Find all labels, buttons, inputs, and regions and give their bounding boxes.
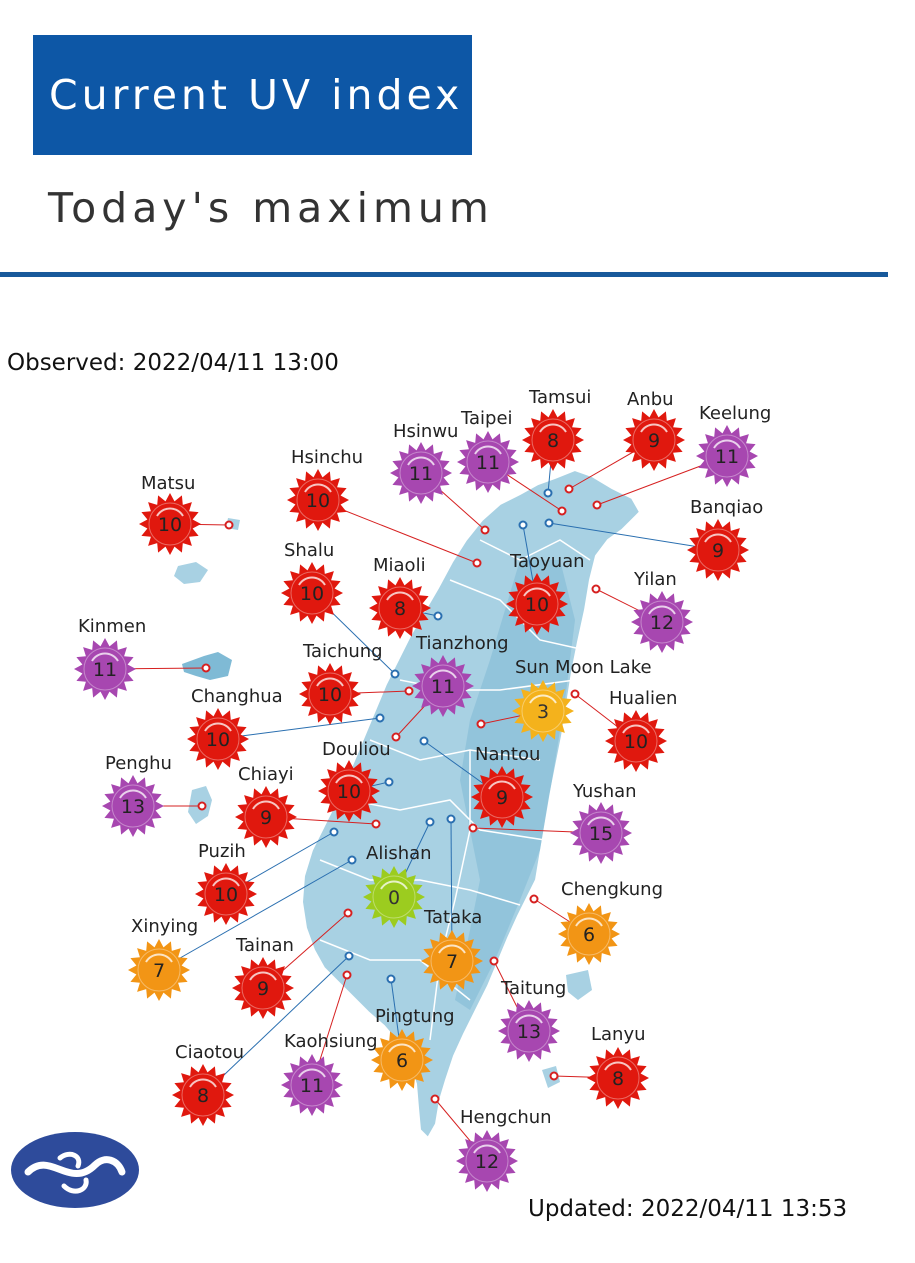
station-dot-kinmen — [203, 665, 210, 672]
uv-value-miaoli: 8 — [393, 598, 407, 620]
uv-marker-puzih[interactable] — [195, 841, 257, 925]
station-dot-shalu — [392, 671, 399, 678]
station-dot-taoyuan — [520, 522, 527, 529]
uv-marker-chiayi[interactable] — [235, 764, 297, 848]
station-dot-penghu — [199, 803, 206, 810]
uv-marker-yushan[interactable] — [570, 781, 637, 864]
uv-value-changhua: 10 — [205, 729, 231, 751]
station-dot-chiayi — [373, 821, 380, 828]
station-dot-taichung — [406, 688, 413, 695]
uv-marker-banqiao[interactable] — [687, 497, 763, 581]
uv-value-hsinwu: 11 — [408, 463, 434, 485]
station-label-taoyuan: Taoyuan — [510, 551, 585, 572]
station-label-tamsui: Tamsui — [529, 387, 592, 408]
uv-value-hsinchu: 10 — [305, 490, 331, 512]
uv-value-yushan: 15 — [588, 823, 614, 845]
uv-marker-keelung[interactable] — [696, 403, 771, 487]
station-label-lanyu: Lanyu — [591, 1024, 646, 1045]
station-label-keelung: Keelung — [699, 403, 772, 424]
uv-marker-shalu[interactable] — [281, 540, 343, 624]
station-dot-changhua — [377, 715, 384, 722]
uv-value-taitung: 13 — [516, 1021, 542, 1043]
station-label-tainan: Tainan — [236, 935, 294, 956]
station-dot-chengkung — [531, 896, 538, 903]
station-label-douliou: Douliou — [322, 739, 391, 760]
uv-value-nantou: 9 — [495, 787, 509, 809]
station-label-changhua: Changhua — [191, 686, 283, 707]
uv-value-taichung: 10 — [317, 684, 343, 706]
uv-marker-chengkung[interactable] — [558, 879, 663, 965]
station-dot-taitung — [491, 958, 498, 965]
uv-value-puzih: 10 — [213, 884, 239, 906]
station-dot-xinying — [349, 857, 356, 864]
uv-marker-tamsui[interactable] — [522, 387, 591, 471]
uv-value-alishan: 0 — [387, 887, 401, 909]
uv-marker-changhua[interactable] — [187, 686, 283, 770]
uv-value-shalu: 10 — [299, 583, 325, 605]
uv-marker-ciaotou[interactable] — [172, 1042, 244, 1126]
station-dot-tainan — [345, 910, 352, 917]
station-label-pingtung: Pingtung — [375, 1006, 455, 1027]
station-label-chengkung: Chengkung — [561, 879, 663, 900]
uv-value-kinmen: 11 — [92, 659, 118, 681]
station-label-chiayi: Chiayi — [238, 764, 294, 785]
uv-value-pingtung: 6 — [395, 1050, 409, 1072]
station-label-kinmen: Kinmen — [78, 616, 147, 637]
station-dot-lanyu — [551, 1073, 558, 1080]
uv-marker-anbu[interactable] — [623, 389, 685, 471]
station-label-taipei: Taipei — [461, 408, 513, 429]
uv-value-tataka: 7 — [445, 951, 459, 973]
station-label-xinying: Xinying — [131, 916, 199, 937]
station-label-hengchun: Hengchun — [460, 1107, 552, 1128]
uv-value-sun-moon-lake: 3 — [536, 701, 550, 723]
uv-value-keelung: 11 — [714, 446, 740, 468]
station-label-taichung: Taichung — [303, 641, 383, 662]
station-dot-tianzhong — [393, 734, 400, 741]
uv-marker-penghu[interactable] — [102, 753, 172, 837]
station-dot-yushan — [470, 825, 477, 832]
uv-marker-hsinchu[interactable] — [287, 447, 363, 531]
uv-value-tamsui: 8 — [546, 430, 560, 452]
page-subtitle: Today's maximum — [48, 184, 494, 232]
station-dot-anbu — [566, 486, 573, 493]
station-label-shalu: Shalu — [284, 540, 335, 561]
updated-time: Updated: 2022/04/11 13:53 — [528, 1196, 848, 1222]
uv-marker-tainan[interactable] — [232, 935, 294, 1019]
uv-marker-kinmen[interactable] — [74, 616, 146, 700]
page-title: Current UV index — [49, 71, 464, 119]
uv-value-chengkung: 6 — [582, 924, 596, 946]
uv-value-ciaotou: 8 — [196, 1085, 210, 1107]
uv-marker-hengchun[interactable] — [456, 1107, 552, 1192]
uv-value-yilan: 12 — [649, 612, 675, 634]
station-label-hsinchu: Hsinchu — [291, 447, 364, 468]
uv-marker-matsu[interactable] — [139, 473, 201, 555]
station-dot-yilan — [593, 586, 600, 593]
uv-value-hualien: 10 — [623, 731, 649, 753]
uv-value-chiayi: 9 — [259, 807, 273, 829]
green-island — [566, 970, 592, 1000]
observed-time: Observed: 2022/04/11 13:00 — [7, 350, 339, 376]
station-label-nantou: Nantou — [475, 744, 541, 765]
station-dot-taipei — [559, 508, 566, 515]
station-label-penghu: Penghu — [105, 753, 172, 774]
station-dot-hsinchu — [474, 560, 481, 567]
station-dot-matsu — [226, 522, 233, 529]
station-label-kaohsiung: Kaohsiung — [284, 1031, 378, 1052]
station-dot-alishan — [427, 819, 434, 826]
station-dot-douliou — [386, 779, 393, 786]
uv-value-douliou: 10 — [336, 781, 362, 803]
uv-value-tianzhong: 11 — [430, 676, 456, 698]
uv-value-lanyu: 8 — [611, 1068, 625, 1090]
matsu-island-south — [174, 562, 208, 584]
station-label-anbu: Anbu — [627, 389, 674, 410]
station-dot-tamsui — [545, 490, 552, 497]
station-label-hualien: Hualien — [609, 688, 678, 709]
station-dot-tataka — [448, 816, 455, 823]
uv-marker-hualien[interactable] — [605, 688, 677, 772]
uv-value-tainan: 9 — [256, 978, 270, 1000]
uv-value-xinying: 7 — [152, 960, 166, 982]
station-dot-pingtung — [388, 976, 395, 983]
uv-marker-taipei[interactable] — [457, 408, 519, 493]
station-label-matsu: Matsu — [141, 473, 196, 494]
station-label-puzih: Puzih — [198, 841, 246, 862]
station-label-taitung: Taitung — [501, 978, 567, 999]
station-label-hsinwu: Hsinwu — [393, 421, 459, 442]
uv-marker-xinying[interactable] — [128, 916, 198, 1001]
station-label-tataka: Tataka — [424, 907, 483, 928]
station-dot-keelung — [594, 502, 601, 509]
station-label-banqiao: Banqiao — [690, 497, 764, 518]
uv-value-matsu: 10 — [157, 514, 183, 536]
station-label-yushan: Yushan — [573, 781, 637, 802]
uv-marker-taichung[interactable] — [299, 641, 383, 725]
station-label-ciaotou: Ciaotou — [175, 1042, 245, 1063]
station-dot-ciaotou — [346, 953, 353, 960]
station-label-tianzhong: Tianzhong — [416, 633, 509, 654]
station-dot-puzih — [331, 829, 338, 836]
uv-marker-kaohsiung[interactable] — [281, 1031, 378, 1116]
uv-value-hengchun: 12 — [474, 1151, 500, 1173]
uv-value-penghu: 13 — [120, 796, 146, 818]
uv-value-banqiao: 9 — [711, 540, 725, 562]
uv-marker-yilan[interactable] — [631, 569, 693, 653]
station-dot-hengchun — [432, 1096, 439, 1103]
station-dot-banqiao — [546, 520, 553, 527]
station-dot-kaohsiung — [344, 972, 351, 979]
station-label-sun-moon-lake: Sun Moon Lake — [515, 657, 652, 678]
station-dot-miaoli — [435, 613, 442, 620]
cwb-logo — [11, 1132, 139, 1208]
uv-value-taoyuan: 10 — [524, 594, 550, 616]
station-label-yilan: Yilan — [634, 569, 677, 590]
uv-value-kaohsiung: 11 — [299, 1075, 325, 1097]
uv-marker-lanyu[interactable] — [587, 1024, 649, 1109]
uv-marker-hsinwu[interactable] — [390, 421, 458, 504]
station-dot-hsinwu — [482, 527, 489, 534]
station-label-miaoli: Miaoli — [373, 555, 426, 576]
station-dot-hualien — [572, 691, 579, 698]
uv-value-anbu: 9 — [647, 430, 661, 452]
station-label-alishan: Alishan — [366, 843, 432, 864]
uv-marker-taitung[interactable] — [498, 978, 566, 1062]
uv-value-taipei: 11 — [475, 452, 501, 474]
station-dot-sun-moon-lake — [478, 721, 485, 728]
station-dot-nantou — [421, 738, 428, 745]
